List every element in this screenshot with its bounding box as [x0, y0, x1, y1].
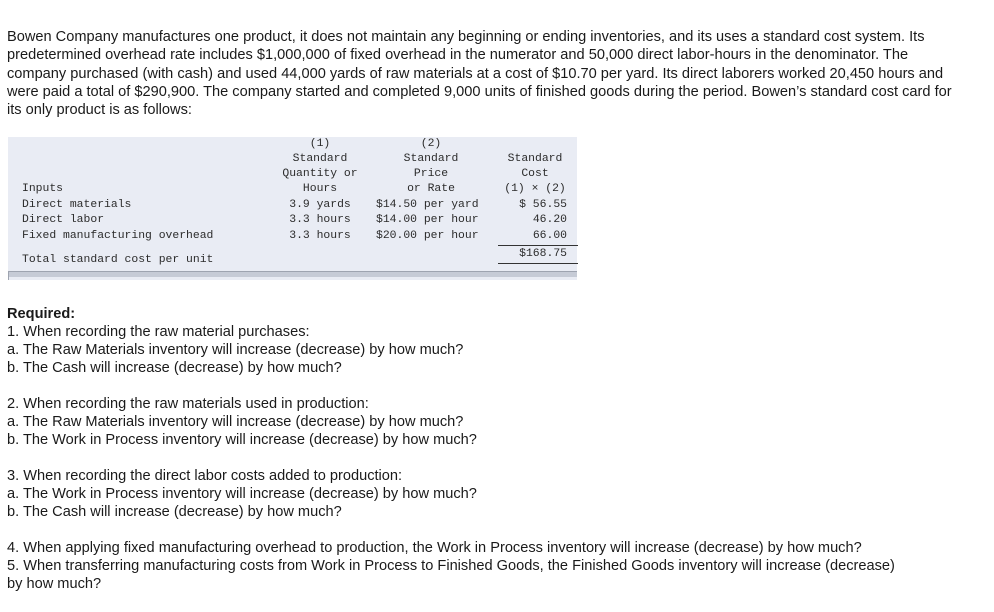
standard-cost-card-table [8, 137, 577, 280]
col1-header-line1: (1) [309, 138, 331, 150]
row-qty-direct-materials: 3.9 yards [289, 199, 351, 211]
row-price-direct-materials: $14.50 per yard [376, 199, 479, 211]
req-line-3a: a. The Work in Process inventory will increase (decrease) by how much? [7, 486, 477, 502]
col2-header-line2: Standard [403, 153, 459, 165]
row-label-fixed-overhead: Fixed manufacturing overhead [22, 230, 214, 242]
req-line-2b: b. The Work in Process inventory will increase (decrease) by how much? [7, 432, 477, 448]
row-cost-fixed-overhead: 66.00 [532, 230, 567, 242]
col2-header-line1: (2) [420, 138, 442, 150]
col2-header-line4: or Rate [407, 183, 455, 195]
row-label-direct-materials: Direct materials [22, 199, 132, 211]
row-price-fixed-overhead: $20.00 per hour [376, 230, 479, 242]
table-bottom-band [8, 272, 577, 277]
req-line-1: 1. When recording the raw material purchases: [7, 324, 310, 340]
col1-header-line3: Quantity or [282, 168, 358, 180]
row-price-direct-labor: $14.00 per hour [376, 214, 479, 226]
req-line-2: 2. When recording the raw materials used in production: [7, 396, 369, 412]
req-line-2a: a. The Raw Materials inventory will increase (decrease) by how much? [7, 414, 464, 430]
req-line-5: 5. When transferring manufacturing costs from Work in Process to Finished Goods, the Finished Goods inventory will increase (decrease) by how much? [7, 558, 895, 592]
req-line-1b: b. The Cash will increase (decrease) by how much? [7, 360, 342, 376]
total-label: Total standard cost per unit [22, 254, 214, 266]
req-spacer-1 [7, 377, 967, 395]
row-cost-direct-labor: 46.20 [532, 214, 567, 226]
total-double-underline-1 [498, 263, 578, 264]
problem-intro-paragraph: Bowen Company manufactures one product, it does not maintain any beginning or ending inventories, and its uses a standard cost system. Its predetermined overhead rate includes $1,000,000 of fixed overhead in the numerator and 50,000 direct labor-hours in the denominator. The company purchased (with cash) and used 44,000 yards of raw materials at a cost of $10.70 per yard. Its direct laborers worked 20,450 hours and were paid a total of $290,900. The company started and completed 9,000 units of finished goods during the period. Bowen’s standard cost card for its only product is as follows: [7, 29, 952, 119]
col3-header-line1: Standard [507, 153, 563, 165]
req-line-3: 3. When recording the direct labor costs added to production: [7, 468, 403, 484]
col2-header-line3: Price [413, 168, 449, 180]
col1-header-line2: Standard [292, 153, 348, 165]
req-spacer-2 [7, 449, 967, 467]
table-left-tick [8, 271, 9, 280]
table-bottom-rule [8, 271, 577, 272]
row-qty-direct-labor: 3.3 hours [289, 214, 351, 226]
row-label-direct-labor: Direct labor [22, 214, 105, 226]
col3-header-line3: (1) × (2) [504, 183, 566, 195]
col3-header-line2: Cost [521, 168, 549, 180]
req-spacer-3 [7, 521, 967, 539]
row-qty-fixed-overhead: 3.3 hours [289, 230, 351, 242]
required-section [7, 305, 967, 593]
req-line-4: 4. When applying fixed manufacturing overhead to production, the Work in Process inventory will increase (decrease) by how much? [7, 540, 862, 556]
subtotal-underline [498, 245, 578, 246]
required-heading: Required: [7, 306, 76, 322]
req-line-1a: a. The Raw Materials inventory will increase (decrease) by how much? [7, 342, 464, 358]
col1-header-line4: Hours [302, 183, 338, 195]
total-value: $168.75 [519, 248, 567, 260]
req-line-3b: b. The Cash will increase (decrease) by how much? [7, 504, 342, 520]
inputs-label: Inputs [22, 183, 64, 195]
row-cost-direct-materials: $ 56.55 [519, 199, 567, 211]
